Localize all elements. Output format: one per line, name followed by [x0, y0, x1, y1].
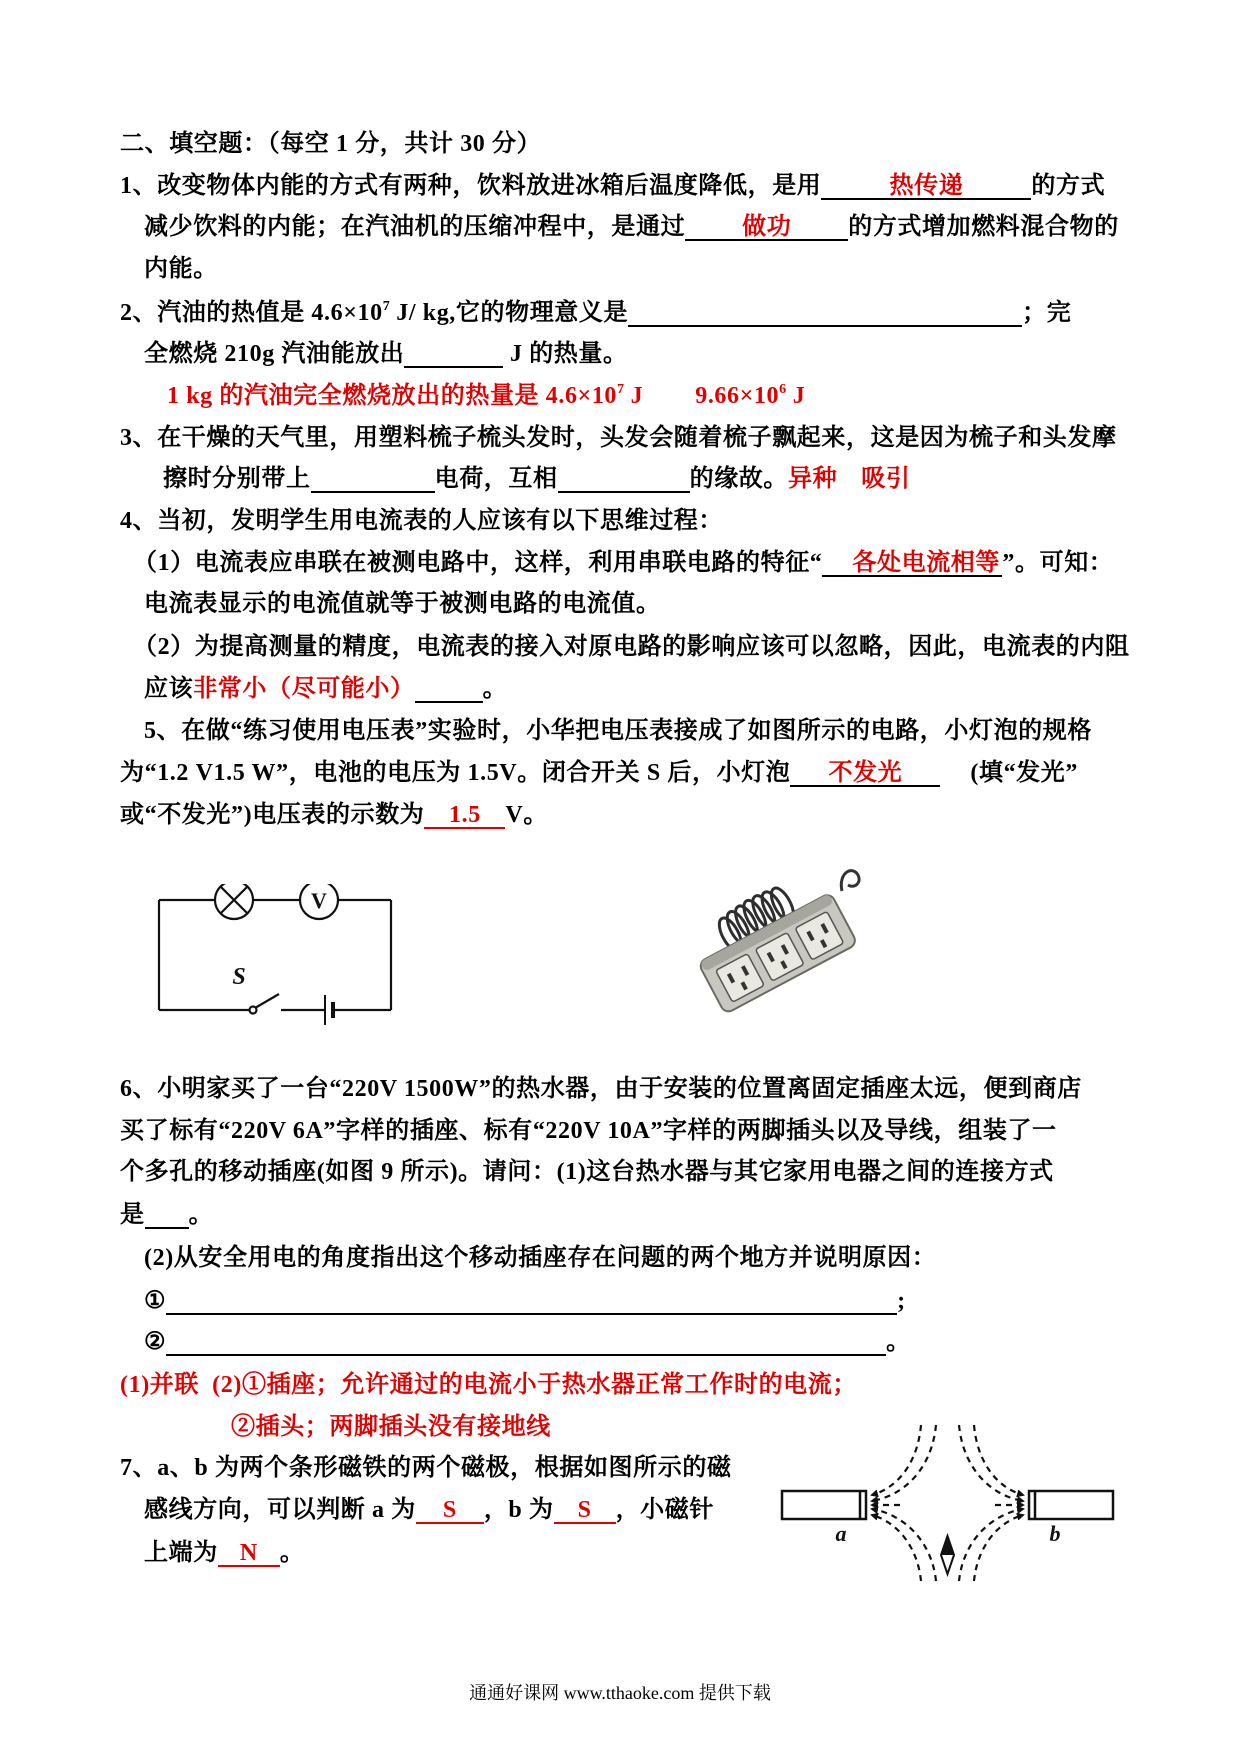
- q1-line-2: [144, 212, 1119, 242]
- q6-item-2: [144, 1327, 911, 1357]
- switch-blade: [255, 994, 279, 1008]
- switch-label: S: [232, 964, 246, 990]
- magnet-a: [782, 1491, 866, 1519]
- q3-text: 擦时分别带上: [163, 466, 311, 492]
- q5-line-2: [120, 758, 1078, 788]
- magnet-field-diagram: [776, 1405, 1126, 1587]
- q6-line-2: 买了标有“220V 6A”字样的插座、标有“220V 10A”字样的两脚插头以及导线，组装了一: [120, 1118, 1057, 1144]
- q2-text-2-end: J 的热量。: [503, 341, 628, 367]
- q5-text: 为“1.2 V1.5 W”，电池的电压为 1.5V。闭合开关 S 后，小灯泡: [120, 760, 791, 786]
- q6-item-1-end: ;: [897, 1288, 906, 1314]
- voltmeter-label: V: [311, 888, 327, 913]
- q4-intro: 4、当初，发明学生用电流表的人应该有以下思维过程：: [120, 508, 723, 534]
- q6-line-4: [120, 1200, 213, 1230]
- q1-line-3: 内能。: [144, 256, 218, 282]
- q3-blank-1: [311, 467, 435, 493]
- q4-part-1: [133, 548, 1113, 578]
- q1-answer-2: 做功: [742, 214, 792, 240]
- q6-blank-1: [145, 1203, 189, 1229]
- section-title: 二、填空题：（每空 1 分，共计 30 分）: [120, 131, 542, 157]
- q2-blank-1: [628, 301, 1022, 327]
- magnet-b: [1029, 1491, 1113, 1519]
- q2-text-end: ；完: [1022, 300, 1072, 326]
- q2-answer-line: [167, 381, 805, 415]
- field-line: [974, 1425, 1023, 1495]
- magnet-a-label: a: [835, 1521, 847, 1546]
- compass-needle-tip: [941, 1536, 954, 1555]
- q1-blank-1: [821, 174, 1031, 200]
- field-line: [872, 1509, 936, 1581]
- q7-text-3-end: 。: [279, 1540, 305, 1566]
- q4-part-1-line-2: 电流表显示的电流值就等于被测电路的电流值。: [144, 591, 661, 617]
- q1-line-1: [120, 171, 1105, 201]
- q6-item-1-marker: ①: [144, 1288, 167, 1314]
- q7-text: 感线方向，可以判断 a 为: [144, 1497, 416, 1523]
- field-line: [872, 1515, 921, 1581]
- q2-exponent: 7: [382, 299, 390, 314]
- q1-text-2-end: 的方式增加燃料混合物的: [848, 214, 1119, 240]
- q4-part-2: （2）为提高测量的精度，电流表的接入对原电路的影响应该可以忽略，因此，电流表的内阻: [133, 634, 1130, 660]
- q7-blank-b: [554, 1498, 616, 1524]
- power-strip-photo: [692, 861, 868, 1027]
- q7-line-1: 7、a、b 为两个条形磁铁的两个磁极，根据如图所示的磁: [120, 1455, 732, 1481]
- field-line: [974, 1515, 1023, 1581]
- q5-blank-1: [790, 761, 940, 787]
- q2-line-2: [144, 339, 628, 369]
- q2-text: 2、汽油的热值是 4.6×10: [120, 300, 383, 326]
- q3-text-end: 的缘故。: [689, 466, 789, 492]
- q2-answer-exponent-1: 7: [617, 382, 625, 397]
- q4-blank-1: [822, 551, 1002, 577]
- q6-answer-line-1: (1)并联 (2)①插座；允许通过的电流小于热水器正常工作时的电流；: [120, 1372, 857, 1398]
- q6-blank-2: [166, 1289, 897, 1315]
- q5-text-end: (填“发光”: [970, 760, 1078, 786]
- q5-line-1: 5、在做“练习使用电压表”实验时，小华把电压表接成了如图所示的电路，小灯泡的规格: [144, 718, 1092, 744]
- q3-text-mid: 电荷，互相: [434, 466, 558, 492]
- q7-text-3: 上端为: [144, 1540, 218, 1566]
- q6-item-2-marker: ②: [144, 1329, 167, 1355]
- q5-text-3: 或“不发光”)电压表的示数为: [120, 802, 425, 828]
- q6-line-1: 6、小明家买了一台“220V 1500W”的热水器，由于安装的位置离固定插座太远，便到商店: [120, 1076, 1082, 1102]
- q7-text-mid: ，b 为: [483, 1497, 554, 1523]
- q4-answer-2: 非常小（尽可能小）: [193, 676, 415, 702]
- q7-answer-a: S: [442, 1497, 457, 1523]
- cord-hook: [841, 871, 859, 891]
- q4-blank-2: [415, 677, 483, 703]
- q7-blank-a: [416, 1498, 484, 1524]
- q5-answer-1: 不发光: [828, 760, 903, 786]
- q5-line-3: [120, 800, 548, 830]
- q6-line-3: 个多孔的移动插座(如图 9 所示)。请问：(1)这台热水器与其它家用电器之间的连接方式: [120, 1159, 1054, 1185]
- q3-line-1: 3、在干燥的天气里，用塑料梳子梳头发时，头发会随着梳子飘起来，这是因为梳子和头发摩: [120, 425, 1117, 451]
- q5-answer-2: 1.5: [449, 802, 481, 828]
- q3-line-2: [163, 464, 910, 494]
- q6-line-5: (2)从安全用电的角度指出这个移动插座存在问题的两个地方并说明原因：: [144, 1245, 937, 1271]
- q2-line-1: [120, 298, 1071, 332]
- q2-answer-value: 9.66×10: [695, 383, 780, 409]
- q4-part-2-line-2: [144, 674, 507, 704]
- q7-line-2: [144, 1495, 714, 1525]
- q1-blank-2: [685, 215, 848, 241]
- q2-answer-unit-1: J: [624, 383, 644, 409]
- q4-part-2-end: 。: [482, 676, 508, 702]
- q7-blank-needle: [218, 1541, 280, 1567]
- q1-text-2: 减少饮料的内能；在汽油机的压缩冲程中，是通过: [144, 214, 686, 240]
- q2-answer-text: 1 kg 的汽油完全燃烧放出的热量是 4.6×10: [167, 383, 618, 409]
- q6-answer-line-2: ②插头；两脚插头没有接地线: [231, 1414, 551, 1440]
- q2-answer-unit-2: J: [786, 383, 806, 409]
- circuit-diagram: [155, 884, 397, 1030]
- q7-text-end: ，小磁针: [615, 1497, 714, 1523]
- q4-part-1-end: ”。可知：: [1002, 550, 1114, 576]
- q4-answer-1: 各处电流相等: [852, 550, 1001, 576]
- field-line: [872, 1425, 921, 1495]
- field-line: [959, 1425, 1023, 1501]
- q6-item-1: [144, 1286, 906, 1316]
- q6-blank-3: [166, 1330, 886, 1356]
- q7-answer-needle: N: [239, 1540, 258, 1566]
- q1-text-end: 的方式: [1031, 173, 1106, 199]
- field-line: [959, 1509, 1023, 1581]
- q1-answer-1: 热传递: [889, 173, 964, 199]
- q6-text-4: 是: [120, 1202, 145, 1228]
- magnet-b-label: b: [1049, 1521, 1061, 1546]
- q6-item-2-end: 。: [886, 1329, 911, 1355]
- q1-text: 1、改变物体内能的方式有两种，饮料放进冰箱后温度降低，是用: [120, 173, 822, 199]
- q7-line-3: [144, 1538, 304, 1568]
- q6-text-4-end: 。: [188, 1202, 214, 1228]
- q2-answer-exponent-2: 6: [779, 382, 787, 397]
- q2-text-2: 全燃烧 210g 汽油能放出: [144, 341, 405, 367]
- q3-answer-1: 异种: [788, 466, 838, 492]
- q5-blank-2: [424, 803, 505, 829]
- q4-part-2-text: 应该: [144, 676, 194, 702]
- q2-unit: J/ kg,它的物理意义是: [389, 300, 629, 326]
- page-footer: 通通好课网 www.tthaoke.com 提供下载: [469, 1683, 771, 1703]
- q3-answer-2: 吸引: [861, 466, 911, 492]
- q2-blank-2: [404, 342, 503, 368]
- q3-blank-2: [558, 467, 690, 493]
- q4-part-1-text: （1）电流表应串联在被测电路中，这样，利用串联电路的特征“: [133, 550, 823, 576]
- q7-answer-b: S: [577, 1497, 592, 1523]
- q5-text-3-end: V。: [505, 802, 548, 828]
- field-line: [872, 1425, 936, 1501]
